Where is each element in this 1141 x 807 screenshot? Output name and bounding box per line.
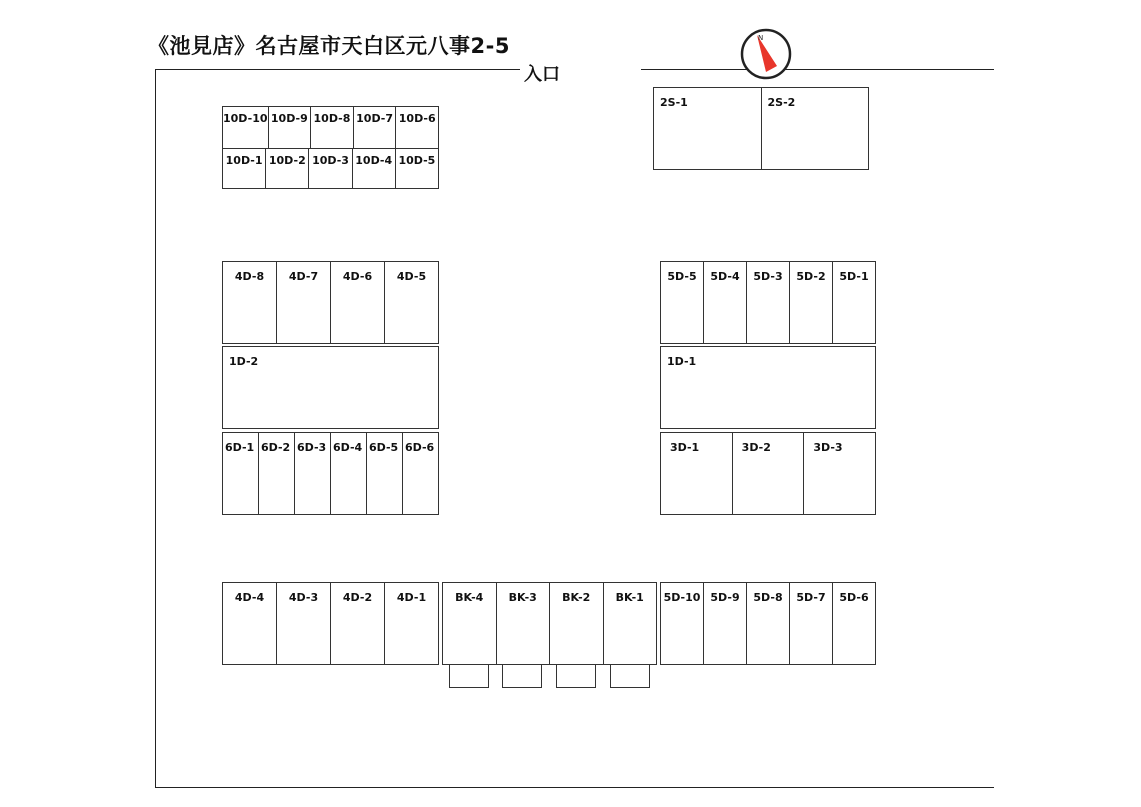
- lot-5d-10: 5D-10: [661, 583, 704, 664]
- lot-10d-4: 10D-4: [353, 149, 396, 189]
- bk-stop-3: [502, 664, 542, 688]
- boundary-top-left: [155, 69, 520, 70]
- lot-10d-1: 10D-1: [223, 149, 266, 189]
- lot-3d-1: 3D-1: [661, 433, 733, 514]
- lot-6d-4: 6D-4: [331, 433, 367, 514]
- lot-10d-6: 10D-6: [398, 112, 436, 125]
- lot-1d-2: [223, 347, 438, 428]
- lot-3d-2: 3D-2: [733, 433, 805, 514]
- lot-block-3d: [660, 432, 876, 515]
- lot-1d-2-label: 1D-2: [229, 355, 259, 368]
- lot-4d-8: 4D-8: [223, 262, 277, 343]
- lot-10d-2: 10D-2: [266, 149, 309, 189]
- lot-block-1d-1: [660, 346, 876, 429]
- lot-5d-5: 5D-5: [661, 262, 704, 343]
- boundary-left: [155, 69, 156, 788]
- lot-5d-4: 5D-4: [704, 262, 747, 343]
- lot-3d-3: 3D-3: [813, 441, 843, 454]
- boundary-bottom: [155, 787, 994, 788]
- lot-bk-3: BK-3: [497, 583, 551, 664]
- lot-10d-8: 10D-8: [311, 107, 354, 148]
- lot-1d-1: [661, 347, 875, 428]
- bk-stop-4: [449, 664, 489, 688]
- entrance-label: 入口: [524, 64, 560, 85]
- boundary-top-right: [641, 69, 994, 70]
- lot-block-6d: [222, 432, 439, 515]
- lot-block-4d-bottom: [222, 582, 439, 665]
- lot-5d-9: 5D-9: [704, 583, 747, 664]
- lot-6d-1: 6D-1: [223, 433, 259, 514]
- lot-bk-2: BK-2: [550, 583, 604, 664]
- lot-2s-1: 2S-1: [654, 88, 762, 169]
- lot-2s-2: 2S-2: [767, 96, 796, 109]
- lot-5d-7: 5D-7: [790, 583, 833, 664]
- lot-6d-6: 6D-6: [405, 441, 435, 454]
- lot-10d-7: 10D-7: [354, 107, 397, 148]
- lot-block-5d-top: [660, 261, 876, 344]
- lot-4d-1: 4D-1: [396, 591, 427, 604]
- lot-5d-2: 5D-2: [790, 262, 833, 343]
- lot-5d-3: 5D-3: [747, 262, 790, 343]
- lot-4d-7: 4D-7: [277, 262, 331, 343]
- lot-4d-5: 4D-5: [396, 270, 427, 283]
- lot-10d-10: 10D-10: [223, 107, 269, 148]
- lot-block-5d-bottom: [660, 582, 876, 665]
- lot-4d-3: 4D-3: [277, 583, 331, 664]
- lot-block-1d-2: [222, 346, 439, 429]
- page-title: 《池見店》名古屋市天白区元八事2-5: [148, 34, 510, 58]
- lot-10d-5: 10D-5: [398, 153, 436, 167]
- lot-5d-1: 5D-1: [839, 270, 869, 283]
- lot-10d-3: 10D-3: [309, 149, 352, 189]
- lot-block-bk: [442, 582, 657, 665]
- lot-5d-8: 5D-8: [747, 583, 790, 664]
- lot-bk-4: BK-4: [443, 583, 497, 664]
- lot-6d-3: 6D-3: [295, 433, 331, 514]
- lot-block-2s: [653, 87, 869, 170]
- bk-stop-2: [556, 664, 596, 688]
- lot-6d-2: 6D-2: [259, 433, 295, 514]
- bk-stop-1: [610, 664, 650, 688]
- lot-10d-9: 10D-9: [269, 107, 312, 148]
- lot-1d-1-label: 1D-1: [667, 355, 697, 368]
- lot-4d-4: 4D-4: [223, 583, 277, 664]
- lot-block-4d-top: [222, 261, 439, 344]
- lot-bk-1: BK-1: [615, 591, 644, 604]
- lot-row-10d-top: [223, 107, 438, 148]
- lot-4d-2: 4D-2: [331, 583, 385, 664]
- lot-6d-5: 6D-5: [367, 433, 403, 514]
- lot-4d-6: 4D-6: [331, 262, 385, 343]
- lot-block-10d: [222, 106, 439, 189]
- compass-icon: [740, 28, 792, 80]
- lot-row-10d-bottom: [223, 148, 438, 189]
- lot-5d-6: 5D-6: [839, 591, 869, 604]
- compass-north-label: N: [758, 34, 764, 42]
